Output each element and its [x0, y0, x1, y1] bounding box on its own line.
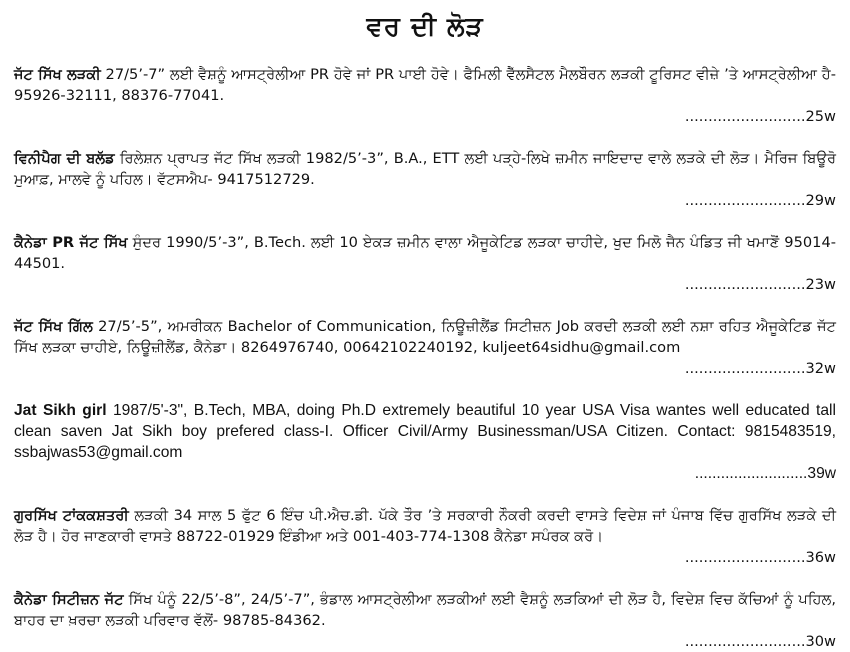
ad-lead: ਗੁਰਸਿੱਖ ਟਾਂਕਕਸ਼ਤਰੀ	[14, 507, 129, 524]
classified-page	[0, 10, 850, 650]
ad-code-line	[14, 631, 836, 652]
ad-code: ..........................39w	[694, 465, 836, 482]
ad-code: ..........................29w	[684, 192, 836, 209]
ad-item-5	[14, 400, 836, 484]
ad-lead: ਕੈਨੇਡਾ PR ਜੱਟ ਸਿੱਖ	[14, 234, 128, 251]
ad-code-line	[14, 274, 836, 295]
ad-lead: ਵਿਨੀਪੈਗ ਦੀ ਬਲੱਡ	[14, 150, 115, 167]
ad-body: ਲੜਕੀ 34 ਸਾਲ 5 ਫੁੱਟ 6 ਇੰਚ ਪੀ.ਐਚ.ਡੀ. ਪੱਕੇ ਤੌਰ ’ਤੇ ਸਰਕਾਰੀ ਨੌਕਰੀ ਕਰਦੀ ਵਾਸਤੇ ਵਿਦੇਸ਼ ਜਾਂ ਪੰਜਾਬ ਵਿੱਚ ਗੁਰਸਿੱਖ ਲੜਕੇ ਦੀ ਲੋੜ ਹੈ। ਹੋਰ ਜਾਣਕਾਰੀ ਵਾਸਤੇ 88722-01929 ਇੰਡੀਆ ਅਤੇ 001-403-774-1308 ਕੈਨੇਡਾ ਸਪੰਰਕ ਕਰੋ।	[14, 507, 836, 545]
ad-body: 27/5’-5”, ਅਮਰੀਕਨ Bachelor of Communication, ਨਿਊਜ਼ੀਲੈਂਡ ਸਿਟੀਜ਼ਨ Job ਕਰਦੀ ਲੜਕੀ ਲਈ ਨਸ਼ਾ ਰਹਿਤ ਐਜੂਕੇਟਿਡ ਜੱਟ ਸਿੱਖ ਲੜਕਾ ਚਾਹੀਏ, ਨਿਊਜ਼ੀਲੈਂਡ, ਕੈਨੇਡਾ। 8264976740, 00642102240192, kuljeet64sidhu@gmail.com	[14, 318, 836, 356]
ad-code: ..........................32w	[684, 360, 836, 377]
ad-code-line	[14, 463, 836, 484]
ad-lead: ਜੱਟ ਸਿੱਖ ਗਿੱਲ	[14, 318, 93, 335]
page-title: ਵਰ ਦੀ ਲੋੜ	[366, 12, 484, 42]
ad-body: ਰਿਲੇਸ਼ਨ ਪ੍ਰਾਪਤ ਜੱਟ ਸਿੱਖ ਲੜਕੀ 1982/5’-3”, B.A., ETT ਲਈ ਪੜ੍ਹੇ-ਲਿਖੇ ਜ਼ਮੀਨ ਜਾਇਦਾਦ ਵਾਲੇ ਲੜਕੇ ਦੀ ਲੋੜ। ਮੈਰਿਜ ਬਿਊਰੋ ਮੁਆਫ਼, ਮਾਲਵੇ ਨੂੰ ਪਹਿਲ। ਵੱਟਸਐਪ- 9417512729.	[14, 150, 836, 188]
ad-code-line	[14, 358, 836, 379]
ad-lead: ਕੈਨੇਡਾ ਸਿਟੀਜ਼ਨ ਜੱਟ	[14, 591, 124, 608]
ad-code-line	[14, 106, 836, 127]
ad-code: ..........................23w	[684, 276, 836, 293]
ad-item-6	[14, 505, 836, 568]
ad-lead: Jat Sikh girl	[14, 402, 107, 419]
ad-code: ..........................36w	[684, 549, 836, 566]
ad-item-2	[14, 148, 836, 211]
ad-code: ..........................30w	[684, 633, 836, 650]
ad-item-7	[14, 589, 836, 652]
ad-code-line	[14, 547, 836, 568]
ad-body: 1987/5'-3", B.Tech, MBA, doing Ph.D extremely beautiful 10 year USA Visa wantes well educated tall clean saven Jat Sikh boy prefered class-I. Officer Civil/Army Businessman/USA Citizen. Contact: 9815483519, ssbajwas53@gmail.com	[14, 402, 836, 461]
ad-item-3	[14, 232, 836, 295]
ad-item-4	[14, 316, 836, 379]
ad-code: ..........................25w	[684, 108, 836, 125]
ad-body: ਸੁੰਦਰ 1990/5’-3”, B.Tech. ਲਈ 10 ਏਕੜ ਜ਼ਮੀਨ ਵਾਲਾ ਐਜੂਕੇਟਿਡ ਲੜਕਾ ਚਾਹੀਦੇ, ਖੁਦ ਮਿਲੋ ਜੈਨ ਪੰਡਿਤ ਜੀ ਖਮਾਣੋਂ 95014-44501.	[14, 234, 836, 272]
ad-lead: ਜੱਟ ਸਿੱਖ ਲੜਕੀ	[14, 66, 101, 83]
ad-body: ਸਿੱਖ ਪੰਨੂੰ 22/5’-8”, 24/5’-7”, ਭੰਡਾਲ ਆਸਟ੍ਰੇਲੀਆ ਲੜਕੀਆਂ ਲਈ ਵੈਸ਼ਨੂੰ ਲੜਕਿਆਂ ਦੀ ਲੋੜ ਹੈ, ਵਿਦੇਸ਼ ਵਿਚ ਕੱਚਿਆਂ ਨੂੰ ਪਹਿਲ, ਬਾਹਰ ਦਾ ਖ਼ਰਚਾ ਲੜਕੀ ਪਰਿਵਾਰ ਵੱਲੋਂ- 98785-84362.	[14, 591, 836, 629]
ad-body: 27/5’-7” ਲਈ ਵੈਸ਼ਨੂੰ ਆਸਟ੍ਰੇਲੀਆ PR ਹੋਵੇ ਜਾਂ PR ਪਾਈ ਹੋਵੇ। ਫੈਮਿਲੀ ਵੈੱਲਸੈਟਲ ਮੈਲਬੌਰਨ ਲੜਕੀ ਟੂਰਿਸਟ ਵੀਜ਼ੇ ’ਤੇ ਆਸਟ੍ਰੇਲੀਆ ਹੈ- 95926-32111, 88376-77041.	[14, 66, 836, 104]
ad-item-1	[14, 64, 836, 127]
ad-code-line	[14, 190, 836, 211]
